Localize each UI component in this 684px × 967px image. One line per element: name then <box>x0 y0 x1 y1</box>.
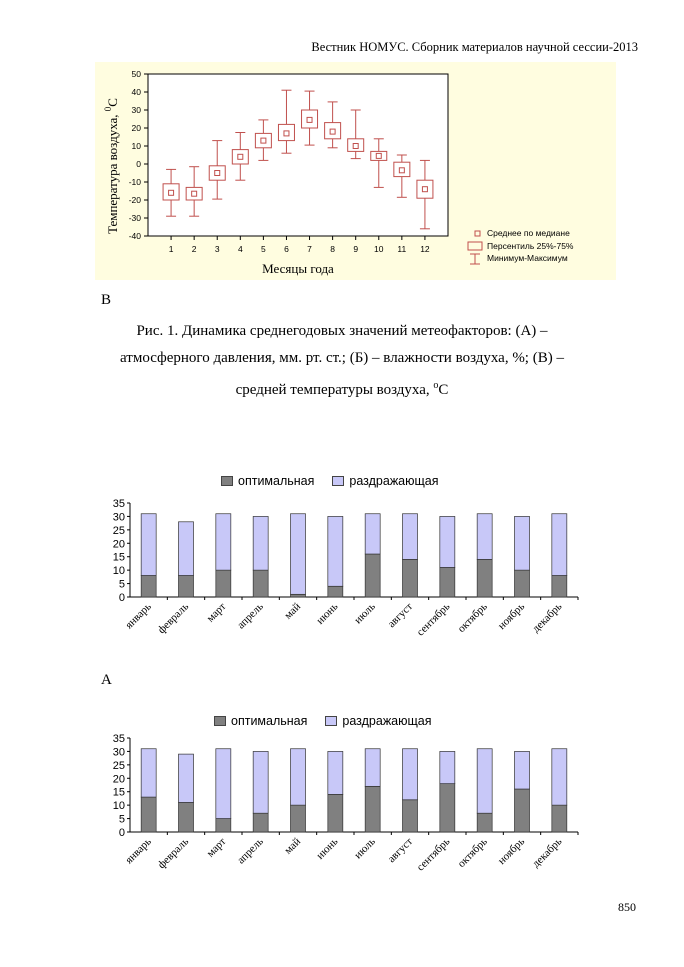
y-tick-label: 40 <box>131 87 141 97</box>
bar-irritating <box>440 516 455 567</box>
percentile-box <box>302 110 318 128</box>
legend-irritating <box>332 474 438 488</box>
legend-irritating-swatch <box>332 476 344 486</box>
y-tick-label: 10 <box>112 800 125 813</box>
y-tick-label: -40 <box>128 231 141 241</box>
bar-optimal <box>440 784 455 832</box>
bar-irritating <box>291 514 306 595</box>
bar-optimal <box>365 786 380 832</box>
bar-optimal <box>328 794 343 832</box>
x-tick-label: октябрь <box>455 835 490 870</box>
bar-optimal <box>253 813 268 832</box>
percentile-box <box>325 123 341 139</box>
legend-irritating-label-2: раздражающая <box>342 714 432 728</box>
caption-line-1: Рис. 1. Динамика среднегодовых значений метеофакторов: (А) – <box>136 323 548 339</box>
y-tick-label: 20 <box>131 123 141 133</box>
bar-optimal <box>328 586 343 597</box>
x-tick-label: апрель <box>235 600 266 632</box>
bar-irritating <box>440 751 455 783</box>
x-axis-label: Месяцы года <box>262 261 334 276</box>
bar-optimal <box>179 802 194 832</box>
bar-optimal <box>515 789 530 832</box>
bar-irritating <box>552 749 567 805</box>
y-tick-label: 5 <box>118 813 125 826</box>
bar-optimal <box>477 559 492 597</box>
percentile-box <box>163 184 179 200</box>
panel-label-a: А <box>101 672 112 688</box>
y-tick-label: -20 <box>128 195 141 205</box>
x-tick-label: 3 <box>214 244 220 254</box>
x-tick-label: 9 <box>353 244 359 254</box>
bar-optimal <box>216 570 231 597</box>
bar-irritating <box>365 749 380 787</box>
legend-optimal-swatch <box>221 476 233 486</box>
bar-irritating <box>253 751 268 813</box>
bar-irritating <box>179 522 194 576</box>
x-tick-label: 4 <box>237 244 243 254</box>
legend-irritating-swatch-2 <box>325 716 337 726</box>
legend-optimal-swatch-2 <box>214 716 226 726</box>
bar-irritating <box>141 514 156 576</box>
x-tick-label: январь <box>123 600 154 632</box>
bar-irritating <box>365 514 380 554</box>
y-tick-label: 35 <box>112 733 125 745</box>
x-tick-label: 6 <box>284 244 289 254</box>
bar-optimal <box>403 800 418 832</box>
y-tick-label: -10 <box>128 177 141 187</box>
bar-optimal <box>365 554 380 597</box>
x-tick-label: 8 <box>330 244 335 254</box>
page-number: 850 <box>618 900 636 914</box>
x-tick-label: 10 <box>374 244 384 254</box>
y-tick-label: 30 <box>131 105 141 115</box>
bar-chart-2-legend <box>214 714 432 728</box>
bar-optimal <box>179 576 194 597</box>
y-tick-label: 0 <box>118 827 125 839</box>
percentile-box <box>209 166 225 180</box>
x-tick-label: август <box>385 600 416 631</box>
y-tick-label: 25 <box>112 524 125 537</box>
journal-header: Вестник НОМУС. Сборник материалов научной сессии-2013 <box>311 40 638 54</box>
x-tick-label: февраль <box>155 600 192 637</box>
bar-optimal <box>141 797 156 832</box>
bar-irritating <box>403 514 418 560</box>
percentile-box <box>232 150 248 164</box>
y-tick-label: 15 <box>112 551 125 564</box>
bar-irritating <box>179 754 194 802</box>
figure-caption <box>0 318 684 404</box>
percentile-box <box>255 133 271 147</box>
caption-line-3 <box>0 372 684 404</box>
x-tick-label: март <box>204 835 229 860</box>
legend-optimal-label: оптимальная <box>238 474 315 488</box>
bar-chart-1 <box>98 495 588 665</box>
bar-chart-1-legend <box>221 474 439 488</box>
x-tick-label: январь <box>123 835 154 867</box>
x-tick-label: декабрь <box>530 835 565 871</box>
bar-optimal <box>253 570 268 597</box>
bar-optimal <box>477 813 492 832</box>
y-tick-label: -30 <box>128 213 141 223</box>
legend-percentile-label: Персентиль 25%-75% <box>487 241 574 251</box>
bar-optimal <box>291 805 306 832</box>
legend-irritating-label: раздражающая <box>349 474 439 488</box>
bar-irritating <box>328 516 343 586</box>
bar-optimal <box>216 819 231 832</box>
x-tick-label: 12 <box>420 244 430 254</box>
y-tick-label: 15 <box>112 786 125 799</box>
bar-irritating <box>477 749 492 813</box>
percentile-box <box>417 180 433 198</box>
x-tick-label: ноябрь <box>495 600 528 633</box>
x-tick-label: октябрь <box>455 600 490 635</box>
bar-optimal <box>552 805 567 832</box>
bar-irritating <box>515 516 530 570</box>
bar-optimal <box>403 559 418 597</box>
percentile-box <box>348 139 364 152</box>
y-tick-label: 30 <box>112 511 125 524</box>
caption-line-3-text: средней температуры воздуха, <box>235 382 434 398</box>
x-tick-label: апрель <box>235 835 266 867</box>
x-tick-label: сентябрь <box>414 600 453 639</box>
y-tick-label: 5 <box>118 578 125 591</box>
bar-chart-2 <box>98 730 588 900</box>
x-tick-label: июль <box>352 835 378 862</box>
x-tick-label: 2 <box>191 244 197 254</box>
x-tick-label: 5 <box>261 244 266 254</box>
x-tick-label: июнь <box>314 835 341 862</box>
bar-irritating <box>291 749 306 805</box>
bar-irritating <box>515 751 530 789</box>
x-tick-label: май <box>282 600 304 622</box>
bar-irritating <box>328 751 343 794</box>
bar-irritating <box>253 516 268 570</box>
y-tick-label: 25 <box>112 759 125 772</box>
x-tick-label: август <box>385 835 416 866</box>
legend-optimal <box>221 474 314 488</box>
y-tick-label: 35 <box>112 498 125 510</box>
percentile-box <box>186 187 202 200</box>
bar-optimal <box>515 570 530 597</box>
bar-optimal <box>440 567 455 597</box>
x-tick-label: май <box>282 835 304 857</box>
legend-median-label: Среднее по медиане <box>487 228 570 238</box>
bar-irritating <box>216 749 231 819</box>
bar-irritating <box>403 749 418 800</box>
caption-line-3-unit: С <box>438 382 449 398</box>
bar-irritating <box>552 514 567 576</box>
y-tick-label: 10 <box>112 565 125 578</box>
x-tick-label: 1 <box>168 244 174 254</box>
x-tick-label: сентябрь <box>414 835 453 874</box>
x-tick-label: декабрь <box>530 600 565 636</box>
x-tick-label: февраль <box>155 835 192 872</box>
bar-optimal <box>552 576 567 597</box>
y-tick-label: 0 <box>118 592 125 604</box>
legend-irritating-2 <box>325 714 431 728</box>
x-tick-label: 11 <box>397 244 407 254</box>
caption-degree-sup: o <box>433 380 439 391</box>
y-tick-label: 50 <box>131 69 141 79</box>
caption-line-2: атмосферного давления, мм. рт. ст.; (Б) – влажности воздуха, %; (В) – <box>120 350 564 366</box>
legend-range-label: Минимум-Максимум <box>487 253 568 263</box>
y-tick-label: 20 <box>112 538 125 551</box>
panel-label-v: В <box>101 292 112 308</box>
temperature-box-chart <box>95 62 616 280</box>
y-tick-label: 10 <box>131 141 141 151</box>
y-tick-label: 30 <box>112 746 125 759</box>
bar-irritating <box>141 749 156 797</box>
x-tick-label: июнь <box>314 600 341 627</box>
percentile-box <box>394 162 410 176</box>
legend-optimal-2 <box>214 714 307 728</box>
y-tick-label: 0 <box>136 159 141 169</box>
bar-optimal <box>291 594 306 597</box>
percentile-box <box>371 151 387 160</box>
bar-optimal <box>141 576 156 597</box>
x-tick-label: 7 <box>307 244 312 254</box>
legend-optimal-label-2: оптимальная <box>231 714 308 728</box>
y-axis-label: Температура воздуха, $^0$С <box>103 98 120 234</box>
bar-irritating <box>477 514 492 560</box>
bar-irritating <box>216 514 231 570</box>
percentile-box <box>278 124 294 140</box>
x-tick-label: март <box>204 600 229 625</box>
x-tick-label: ноябрь <box>495 835 528 868</box>
y-tick-label: 20 <box>112 773 125 786</box>
x-tick-label: июль <box>352 600 378 627</box>
